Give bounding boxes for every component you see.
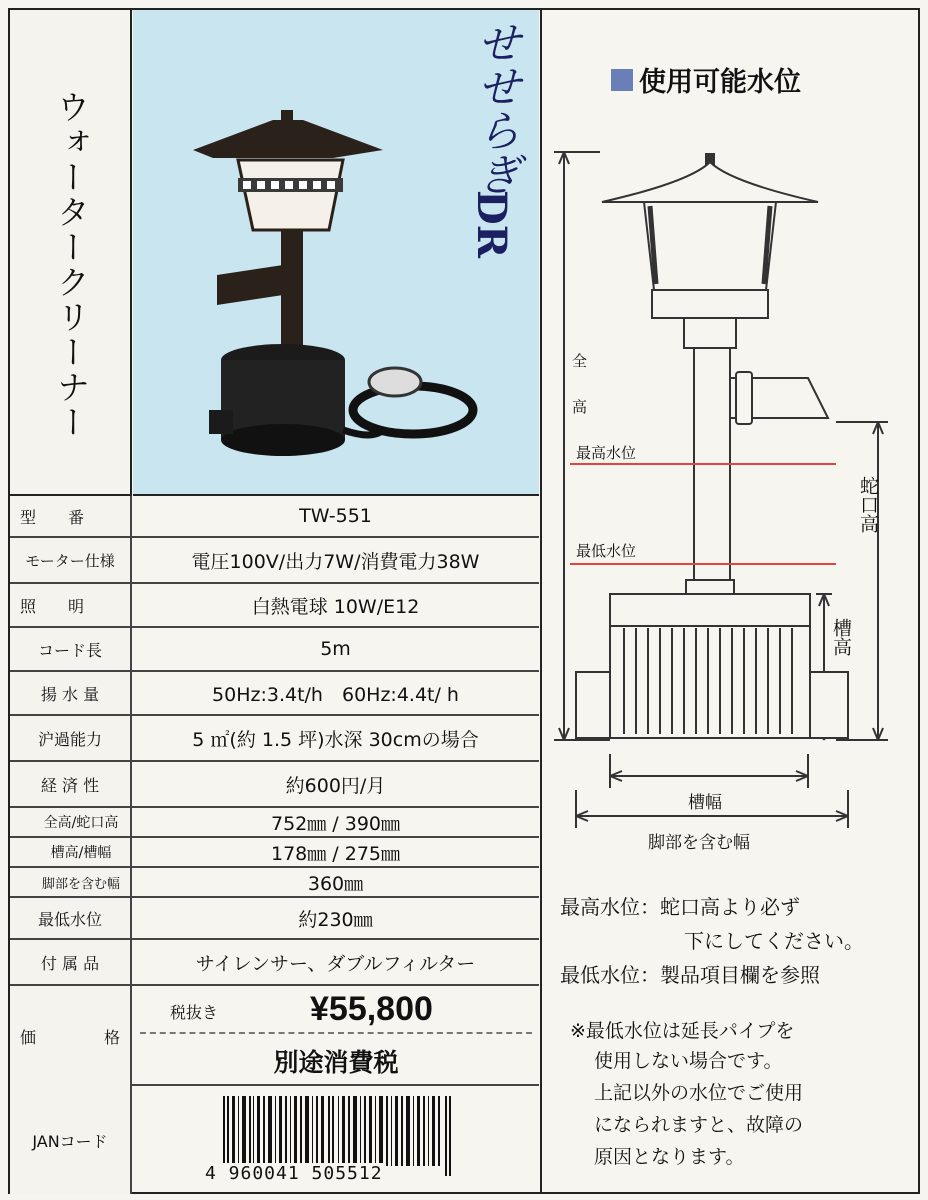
spec-label: 沪過能力	[10, 716, 132, 760]
caution-line-4: になられますと、故障の	[594, 1114, 804, 1136]
spec-label: 経 済 性	[10, 762, 132, 806]
faucet-height-label: 蛇口高	[857, 476, 879, 533]
spec-value: TW-551	[299, 505, 372, 527]
price-divider	[140, 1032, 532, 1034]
spec-value: 5m	[320, 638, 351, 660]
spec-row-model	[10, 496, 539, 538]
price-label-left: 価	[20, 1027, 37, 1047]
spec-value: 50Hz:3.4t/h 60Hz:4.4t/ h	[212, 683, 459, 706]
spec-row-filter-capacity	[10, 716, 539, 762]
spec-value: 約230㎜	[298, 908, 373, 931]
product-title: ウォータークリーナー	[52, 90, 91, 440]
spec-row-min-level	[10, 898, 539, 940]
size-value: 360㎜	[307, 872, 364, 895]
spec-label: 最低水位	[10, 898, 132, 938]
max-level-label: 最高水位	[576, 444, 637, 462]
spec-row-motor	[10, 538, 539, 584]
spec-value: サイレンサー、ダブルフィルター	[195, 952, 476, 975]
caution-line-2: 使用しない場合です。	[594, 1050, 783, 1072]
size-value: 752㎜ / 390㎜	[270, 812, 400, 835]
spec-value: 電圧100V/出力7W/消費電力38W	[191, 550, 480, 573]
size-row-tank	[10, 838, 539, 868]
spec-row-accessories	[10, 940, 539, 986]
total-height-label-2: 高	[572, 398, 588, 416]
caution-line-3: 上記以外の水位でご使用	[594, 1082, 804, 1104]
square-bullet-icon	[611, 69, 633, 91]
spec-value: 5 ㎡(約 1.5 坪)水深 30cmの場合	[192, 728, 479, 751]
spec-label: 照 明	[10, 584, 132, 626]
tank-height-label: 槽高	[830, 618, 852, 656]
spec-value: 約600円/月	[285, 774, 386, 797]
caution-line-1: ※最低水位は延長パイプを	[570, 1020, 795, 1042]
max-level-note-2: 下にしてください。	[684, 929, 864, 953]
size-label: 槽高/槽幅	[10, 838, 132, 866]
size-row-height	[10, 808, 539, 838]
spec-value: 白熱電球 10W/E12	[251, 595, 420, 618]
spec-label: 型 番	[10, 496, 132, 536]
spec-row-economy	[10, 762, 539, 808]
spec-row-lighting	[10, 584, 539, 628]
tax-excluded-label: 税抜き	[170, 1003, 219, 1022]
size-value: 178㎜ / 275㎜	[270, 842, 400, 865]
min-level-label: 最低水位	[576, 542, 637, 560]
jan-digits: 4 960041 505512	[205, 1163, 383, 1184]
width-with-legs-label: 脚部を含む幅	[648, 833, 750, 853]
section-title-text: 使用可能水位	[639, 67, 801, 98]
spec-label: 揚 水 量	[10, 672, 132, 714]
max-level-note-1: 最高水位：蛇口高より必ず	[560, 895, 800, 919]
brand-logo-suffix: DR	[468, 190, 515, 258]
tank-width-label: 槽幅	[688, 793, 722, 813]
size-label: 脚部を含む幅	[10, 868, 132, 896]
section-title	[611, 60, 801, 99]
caution-line-5: 原因となります。	[594, 1146, 745, 1168]
min-level-note: 最低水位：製品項目欄を参照	[560, 963, 820, 987]
spec-label: モーター仕様	[10, 538, 132, 582]
price-label	[10, 986, 132, 1086]
size-label: 全高/蛇口高	[10, 808, 132, 836]
total-height-label-1: 全	[572, 352, 588, 370]
price-label-right: 格	[103, 1027, 120, 1047]
size-row-width	[10, 868, 539, 898]
jan-label: JANコード	[10, 1086, 132, 1194]
tax-note: 別途消費税	[273, 1048, 399, 1077]
spec-row-cord	[10, 628, 539, 672]
spec-row-pump-volume	[10, 672, 539, 716]
spec-label: コード長	[10, 628, 132, 670]
spec-label: 付 属 品	[10, 940, 132, 984]
price-amount: ¥55,800	[310, 990, 433, 1028]
brand-logo-script: せせらぎ	[469, 20, 520, 196]
